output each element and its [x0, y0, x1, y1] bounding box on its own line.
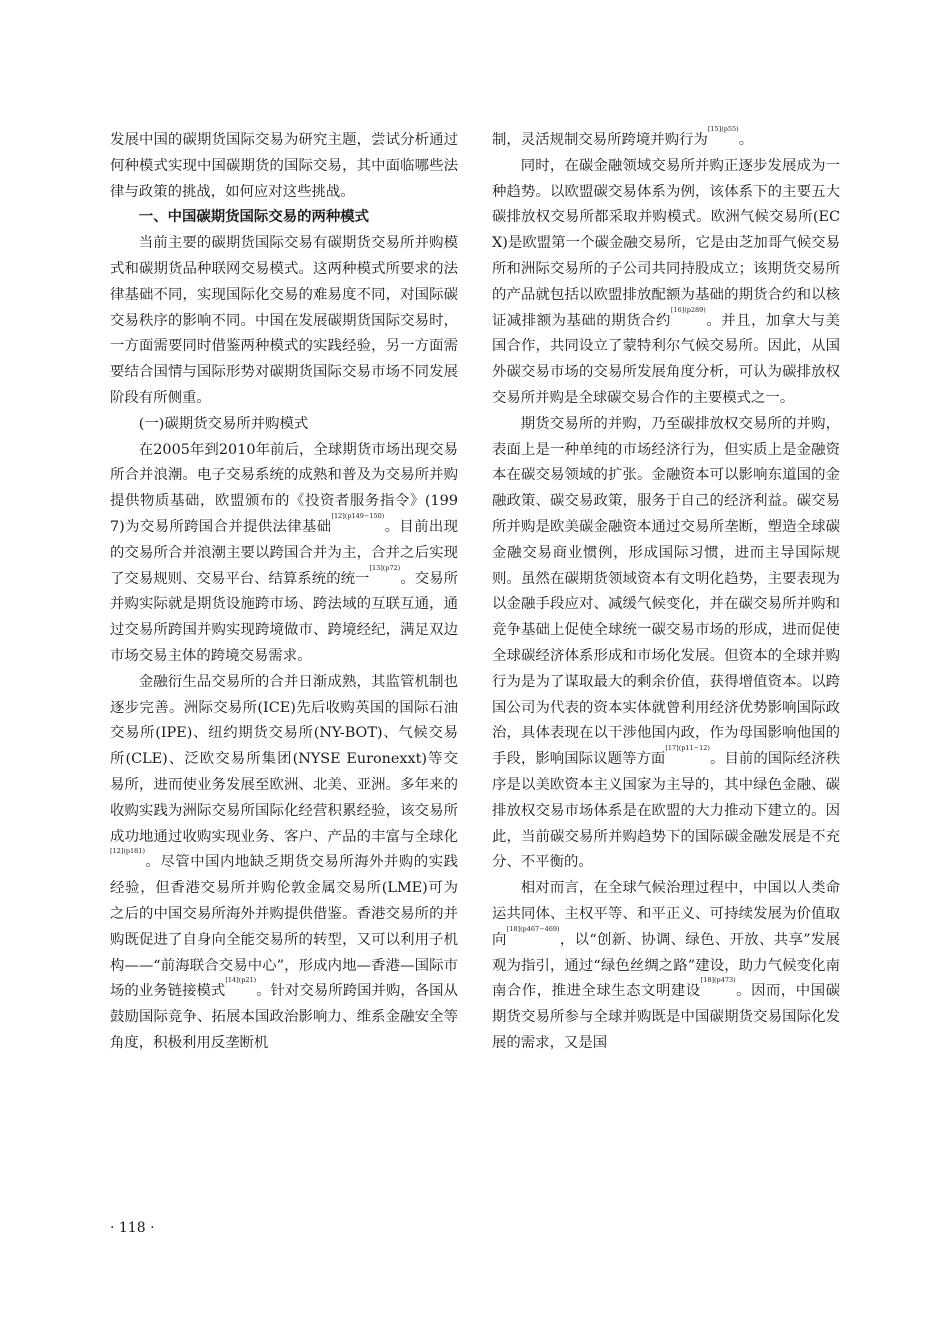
citation: [18](p473) [700, 976, 736, 985]
paragraph-china-climate: 相对而言，在全球气候治理过程中，中国以人类命运共同体、主权平等、和平正义、可持续发展为价值取向$^{[18](p467-469)}$，以“创新、协调、绿色、开放、共享”发展观为指引，通过“绿色丝绸之路”建设，助力气候变化南南合作，推进全球生态文明建设$^{[18](p473)}$。因而，中国碳期货交易所参与全球并购既是中国碳期货交易国际化发展的需求，又是国 [492, 880, 840, 1051]
citation: [15](p55) [707, 125, 739, 133]
right-column [492, 125, 840, 1057]
paragraph-merger-wave: 在2005年到2010年前后，全球期货市场出现交易所合并浪潮。电子交易系统的成熟和普及为交易所并购提供物质基础，欧盟颁布的《投资者服务指令》(1997)为交易所跨国合并提供法律基础$^{[12](p149-150)}$。目前出现的交易所合并浪潮主要以跨国合并为主，合并之后实现了交易规则、交易平台、结算系统的统一$^{[13](p72)}$。交易所并购实际就是期货设施跨市场、跨法域的互联互通，通过交易所跨国并购实现跨境做市、跨境经纪，满足双边市场交易主体的跨境交易需求。 [110, 441, 458, 664]
citation: [16](p289) [670, 305, 706, 314]
citation: [18](p467−469) [506, 924, 560, 933]
subsection-heading: (一)碳期货交易所并购模式 [138, 415, 309, 432]
paragraph-intro-continued: 发展中国的碳期货国际交易为研究主题，尝试分析通过何种模式实现中国碳期货的国际交易，其中面临哪些法律与政策的挑战，如何应对这些挑战。 [110, 132, 458, 200]
paragraph-capital-expansion: 期货交易所的并购，乃至碳排放权交易所的并购，表面上是一种单纯的市场经济行为，但实质上是金融资本在碳交易领域的扩张。金融资本可以影响东道国的金融政策、碳交易政策，服务于自己的经济利益。碳交易所并购是欧美碳金融资本通过交易所垄断，塑造全球碳金融交易商业惯例，形成国际习惯，进而主导国际规则。虽然在碳期货领域资本有文明化趋势，主要表现为以金融手段应对、减缓气候变化，并在碳交易所并购和竞争基础上促使全球统一碳交易市场的形成，进而促使全球碳经济体系形成和市场化发展。但资本的全球并购行为是为了谋取最大的剩余价值，获得增值资本。以跨国公司为代表的资本实体就曾利用经济优势影响国际政治，具体表现在以干涉他国内政，作为母国影响他国的手段，影响国际议题等方面$^{[17](p11-12)}$。目前的国际经济秩序是以美欧资本主义国家为主导的，其中绿色金融、碳排放权交易市场体系是在欧盟的大力推动下建立的。因此，当前碳交易所并购趋势下的国际碳金融发展是不充分、不平衡的。 [492, 415, 840, 871]
paragraph-eu-carbon: 同时，在碳金融领域交易所并购正逐步发展成为一种趋势。以欧盟碳交易体系为例，该体系下的主要五大碳排放权交易所都采取并购模式。欧洲气候交易所(ECX)是欧盟第一个碳金融交易所，它是由芝加哥气候交易所和洲际交易所的子公司共同持股成立；该期货交易所的产品就包括以欧盟排放配额为基础的期货合约和以核证减排额为基础的期货合约$^{[16](p289)}$。并且，加拿大与美国合作，共同设立了蒙特利尔气候交易所。因此，从国外碳交易市场的交易所发展角度分析，可认为碳排放权交易所并购是全球碳交易合作的主要模式之一。 [492, 157, 840, 406]
paragraph-continued: 制，灵活规制交易所跨境并购行为$^{[15](p55)}$。 [492, 125, 754, 148]
left-column [110, 128, 458, 1057]
citation: [13](p72) [369, 563, 401, 572]
citation: [12](p181) [110, 847, 145, 856]
citation: [17](p11−12) [665, 744, 710, 753]
citation: [14](p21) [225, 976, 257, 985]
paragraph-derivatives-exchange: 金融衍生品交易所的合并日渐成熟，其监管机制也逐步完善。洲际交易所(ICE)先后收购英国的国际石油交易所(IPE)、纽约期货交易所(NY-BOT)、气候交易所(CLE)、泛欧交易所集团(NYSE Euronexxt)等交易所，进而使业务发展至欧洲、北美、亚洲。多年来的收购实践为洲际交易所国际化经营积累经验，该交易所成功地通过收购实现业务、客户、产品的丰富与全球化$^{[12](p181)}$。尽管中国内地缺乏期货交易所海外并购的实践经验，但香港交易所并购伦敦金属交易所(LME)可为之后的中国交易所海外并购提供借鉴。香港交易所的并购既促进了自身向全能交易所的转型，又可以利用子机构——“前海联合交易中心”，形成内地—香港—国际市场的业务链接模式$^{[14](p21)}$。针对交易所跨国并购，各国从鼓励国际竞争、拓展本国政治影响力、维系金融安全等角度，积极利用反垄断机 [110, 673, 458, 1051]
page-number: · 118 · [110, 1220, 155, 1236]
paragraph-two-modes: 当前主要的碳期货国际交易有碳期货交易所并购模式和碳期货品种联网交易模式。这两种模式所要求的法律基础不同，实现国际化交易的难易度不同，对国际碳交易秩序的影响不同。中国在发展碳期货国际交易时，一方面需要同时借鉴两种模式的实践经验，另一方面需要结合国情与国际形势对碳期货国际交易市场不同发展阶段有所侧重。 [110, 235, 458, 406]
section-heading: 一、中国碳期货国际交易的两种模式 [138, 209, 370, 226]
citation: [12](p149−150) [331, 511, 385, 520]
